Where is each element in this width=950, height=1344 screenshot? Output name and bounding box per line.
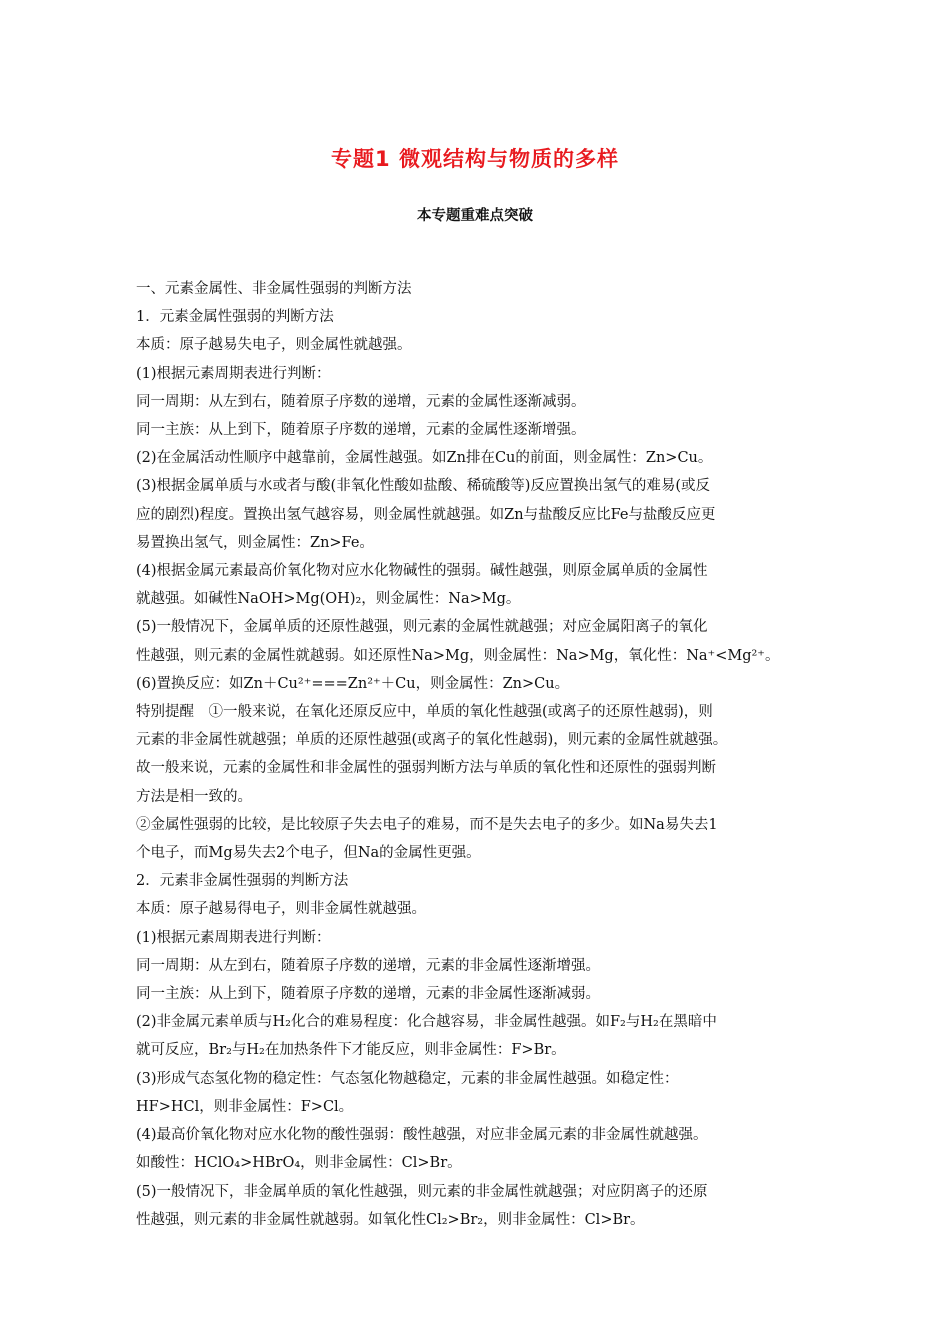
text-line: ②金属性强弱的比较，是比较原子失去电子的难易，而不是失去电子的多少。如Na易失去1 [136, 816, 718, 833]
text-line: 2．元素非金属性强弱的判断方法 [136, 873, 349, 890]
text-line: (1)根据元素周期表进行判断： [136, 929, 331, 946]
text-line: 性越强，则元素的非金属性就越弱。如氧化性Cl₂>Br₂，则非金属性：Cl>Br。 [136, 1211, 645, 1228]
text-line: (1)根据元素周期表进行判断： [136, 365, 331, 382]
text-line: 同一主族：从上到下，随着原子序数的递增，元素的金属性逐渐增强。 [136, 422, 586, 439]
text-line: 同一周期：从左到右，随着原子序数的递增，元素的金属性逐渐减弱。 [136, 393, 586, 410]
text-line: (2)非金属元素单质与H₂化合的难易程度：化合越容易，非金属性越强。如F₂与H₂在黑暗中 [136, 1014, 717, 1031]
text-line: HF>HCl，则非金属性：F>Cl。 [136, 1098, 354, 1115]
page-subtitle: 本专题重难点突破 [417, 208, 533, 224]
text-line: 同一主族：从上到下，随着原子序数的递增，元素的非金属性逐渐减弱。 [136, 986, 600, 1003]
text-line: 一、元素金属性、非金属性强弱的判断方法 [136, 281, 412, 297]
text-line: 个电子，而Mg易失去2个电子，但Na的金属性更强。 [136, 845, 481, 862]
text-line: 性越强，则元素的金属性就越弱。如还原性Na>Mg，则金属性：Na>Mg，氧化性：Na⁺<Mg²⁺。 [136, 647, 780, 664]
text-line: (5)一般情况下，非金属单质的氧化性越强，则元素的非金属性就越强；对应阴离子的还原 [136, 1183, 708, 1200]
text-line: 特别提醒 ①一般来说，在氧化还原反应中，单质的氧化性越强(或离子的还原性越弱)，则 [136, 704, 713, 721]
text-line: (6)置换反应：如Zn＋Cu²⁺===Zn²⁺＋Cu，则金属性：Zn>Cu。 [136, 675, 570, 692]
text-line: 易置换出氢气，则金属性：Zn>Fe。 [136, 534, 374, 551]
text-line: 方法是相一致的。 [136, 788, 252, 805]
text-line: 本质：原子越易得电子，则非金属性就越强。 [136, 901, 426, 918]
text-line: (5)一般情况下，金属单质的还原性越强，则元素的金属性就越强；对应金属阳离子的氧化 [136, 619, 708, 636]
text-line: 就可反应，Br₂与H₂在加热条件下才能反应，则非金属性：F>Br。 [136, 1042, 566, 1059]
text-line: (3)形成气态氢化物的稳定性：气态氢化物越稳定，元素的非金属性越强。如稳定性： [136, 1070, 679, 1087]
text-line: (4)根据金属元素最高价氧化物对应水化物碱性的强弱。碱性越强，则原金属单质的金属性 [136, 563, 708, 580]
text-line: 1．元素金属性强弱的判断方法 [136, 309, 334, 326]
text-line: 就越强。如碱性NaOH>Mg(OH)₂，则金属性：Na>Mg。 [136, 591, 521, 608]
text-line: 同一周期：从左到右，随着原子序数的递增，元素的非金属性逐渐增强。 [136, 957, 600, 974]
text-line: (4)最高价氧化物对应水化物的酸性强弱：酸性越强，对应非金属元素的非金属性就越强。 [136, 1127, 708, 1144]
text-line: 应的剧烈)程度。置换出氢气越容易，则金属性就越强。如Zn与盐酸反应比Fe与盐酸反应更 [136, 506, 716, 523]
page-title: 专题1 微观结构与物质的多样 [331, 147, 619, 171]
text-line: (2)在金属活动性顺序中越靠前，金属性越强。如Zn排在Cu的前面，则金属性：Zn>Cu。 [136, 450, 713, 467]
text-line: 如酸性：HClO₄>HBrO₄，则非金属性：Cl>Br。 [136, 1155, 462, 1172]
text-line: 元素的非金属性就越强；单质的还原性越强(或离子的氧化性越弱)，则元素的金属性就越强。 [136, 732, 728, 749]
text-line: (3)根据金属单质与水或者与酸(非氧化性酸如盐酸、稀硫酸等)反应置换出氢气的难易(或反 [136, 478, 711, 495]
document-body [136, 275, 816, 1234]
text-line: 本质：原子越易失电子，则金属性就越强。 [136, 337, 412, 354]
text-line: 故一般来说，元素的金属性和非金属性的强弱判断方法与单质的氧化性和还原性的强弱判断 [136, 760, 716, 777]
